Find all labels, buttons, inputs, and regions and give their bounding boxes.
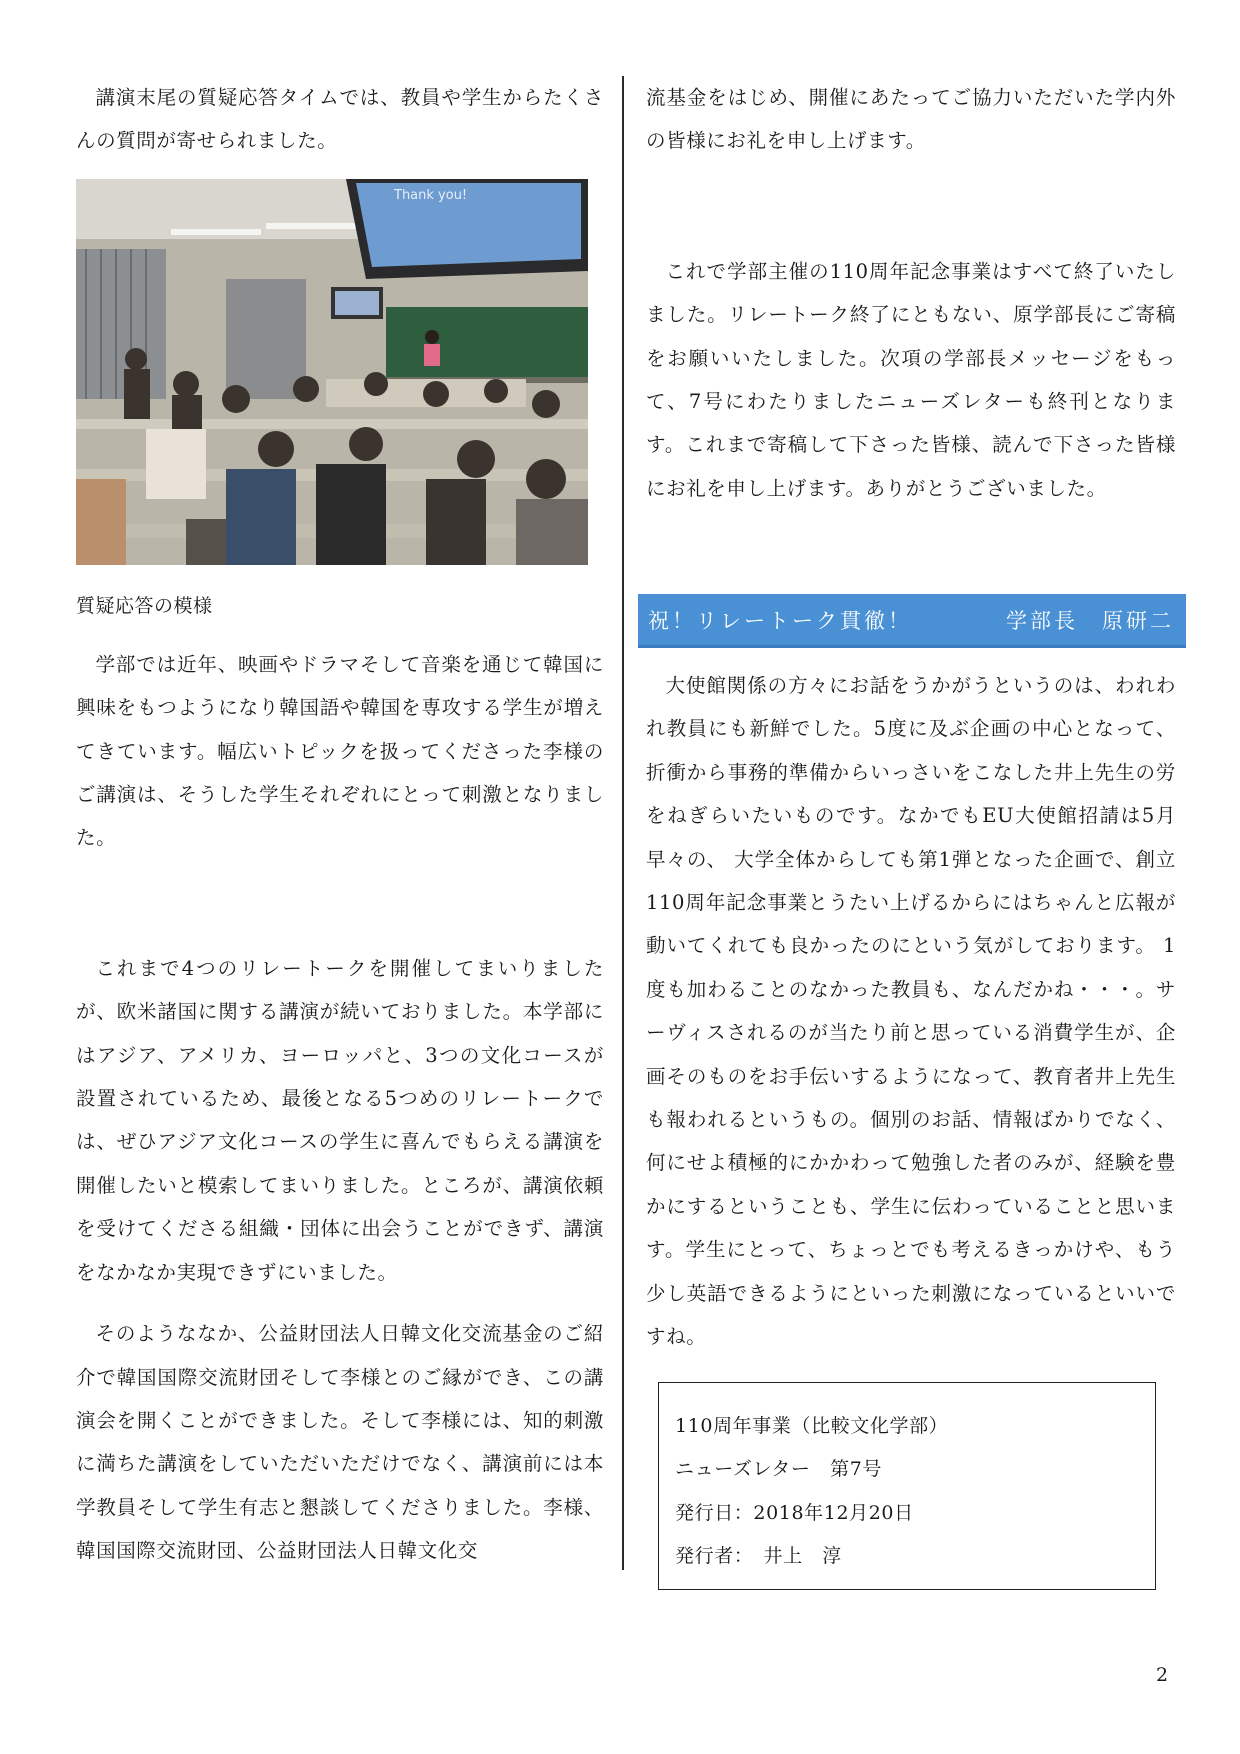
section-heading-author: 学部長 原研二 xyxy=(1006,609,1174,633)
closing-paragraph: これで学部主催の110周年記念事業はすべて終了いたしました。リレートーク終了にともない、原学部長にご寄稿をお願いいたしました。次項の学部長メッセージをもって、7号にわたりましたニューズレターも終刊となります。これまで寄稿して下さった皆様、読んで下さった皆様にお礼を申し上げます。ありがとうございました。 xyxy=(646,259,1176,500)
relay-talk-history-paragraph: これまで4つのリレートークを開催してまいりましたが、欧米諸国に関する講演が続いておりました。本学部にはアジア、アメリカ、ヨーロッパと、3つの文化コースが設置されているため、最後となる5つめのリレートークでは、ぜひアジア文化コースの学生に喜んでもらえる講演を開催したいと模索してまいりました。ところが、講演依頼を受けてくださる組織・団体に出会うことができず、講演をなかなか実現できずにいました。 xyxy=(76,956,604,1284)
info-issue: ニューズレター 第7号 xyxy=(675,1458,882,1481)
info-project: 110周年事業（比較文化学部） xyxy=(675,1415,949,1437)
newsletter-info-box xyxy=(658,1382,1156,1590)
column-divider xyxy=(622,76,624,1570)
photo-caption: 質疑応答の模様 xyxy=(76,594,213,617)
section-heading-title: 祝！リレートーク貫徹！ xyxy=(648,609,912,633)
section-heading xyxy=(638,594,1186,648)
question-time-paragraph: 講演末尾の質疑応答タイムでは、教員や学生からたくさんの質問が寄せられました。 xyxy=(76,86,604,153)
screen-text: Thank you! xyxy=(394,187,468,203)
info-publisher: 発行者： 井上 淳 xyxy=(675,1545,842,1568)
acknowledgment-continued-paragraph: 流基金をはじめ、開催にあたってご協力いただいた学内外の皆様にお礼を申し上げます。 xyxy=(646,86,1176,153)
students-interest-paragraph: 学部では近年、映画やドラマそして音楽を通じて韓国に興味をもつようになり韓国語や韓国を専攻する学生が増えてきています。幅広いトピックを扱ってくださった李様のご講演は、そうした学生それぞれにとって刺激となりました。 xyxy=(76,652,604,850)
dean-message-paragraph: 大使館関係の方々にお話をうかがうというのは、われわれ教員にも新鮮でした。5度に及ぶ企画の中心となって、折衝から事務的準備からいっさいをこなした井上先生の労をねぎらいたいものです。なかでもEU大使館招請は5月早々の、 大学全体からしても第1弾となった企画で、創立110周年記念事業とうたい上げるからにはちゃんと広報が動いてくれても良かったのにという気がしております。 1度も加わることのなかった教員も、なんだかね・・・。サーヴィスされるのが当たり前と思っている消費学生が、企画そのものをお手伝いするようになって、教育者井上先生も報われるというもの。個別のお話、情報ばかりでなく、何にせよ積極的にかかわって勉強した者のみが、経験を豊かにするということも、学生に伝わっていることと思います。学生にとって、ちょっとでも考えるきっかけや、もう少し英語できるようにといった刺激になっているといいですね。 xyxy=(646,674,1176,1349)
acknowledgment-paragraph: そのようななか、公益財団法人日韓文化交流基金のご紹介で韓国国際交流財団そして李様とのご縁ができ、この講演会を開くことができました。そして李様には、知的刺激に満ちた講演をしていただいただけでなく、講演前には本学教員そして学生有志と懇談してくださりました。李様、韓国国際交流財団、公益財団法人日韓文化交 xyxy=(76,1322,604,1563)
photo-image xyxy=(76,179,588,565)
info-date: 発行日：2018年12月20日 xyxy=(675,1501,914,1524)
dean-message xyxy=(646,664,1176,1359)
left-column xyxy=(76,76,604,1573)
lecture-hall-photo xyxy=(76,179,588,565)
page-number: 2 xyxy=(1156,1664,1169,1686)
right-column xyxy=(646,76,1176,510)
